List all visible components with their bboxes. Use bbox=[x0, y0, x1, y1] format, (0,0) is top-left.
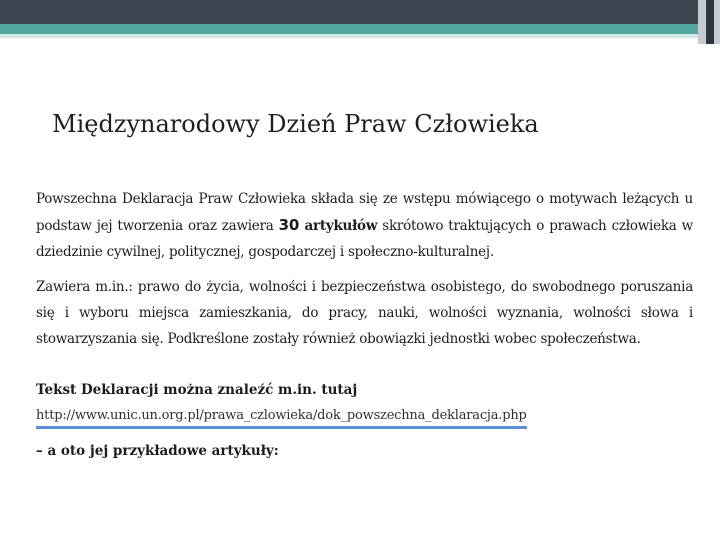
declaration-link[interactable]: http://www.unic.un.org.pl/prawa_czlowieka/dok_powszechna_deklaracja.php bbox=[36, 408, 527, 429]
accent-strip bbox=[0, 24, 720, 34]
slide-title: Międzynarodowy Dzień Praw Człowieka bbox=[52, 110, 539, 138]
accent-line bbox=[0, 34, 720, 38]
paragraph-declaration bbox=[36, 186, 693, 265]
closing-text: – a oto jej przykładowe artykuły: bbox=[36, 443, 279, 459]
header-bar bbox=[0, 0, 720, 24]
paragraph-text: składa się ze wstępu mówiącego o motywach leżących u podstaw jej tworzenia oraz zawiera bbox=[36, 191, 693, 234]
declaration-name: Powszechna Deklaracja Praw Człowieka bbox=[36, 191, 306, 207]
article-count: 30 bbox=[278, 216, 300, 234]
corner-block-dark bbox=[706, 0, 714, 44]
link-heading: Tekst Deklaracji można znaleźć m.in. tutaj bbox=[36, 382, 358, 398]
article-keyword: artykułów bbox=[299, 218, 378, 234]
paragraph-text: skrótowo traktujących o prawach człowieka w dziedzinie cywilnej, politycznej, gospodarczej i społeczno-kulturalnej. bbox=[36, 218, 693, 260]
slide-content bbox=[36, 186, 693, 461]
paragraph-rights: Zawiera m.in.: prawo do życia, wolności i bezpieczeństwa osobistego, do swobodnego poruszania się i wyboru miejsca zamieszkania, do pracy, nauki, wolności wyznania, wolności słowa i stowarzyszania się. Podkreślone zostały również obowiązki jednostki wobec społeczeństwa. bbox=[36, 279, 693, 347]
